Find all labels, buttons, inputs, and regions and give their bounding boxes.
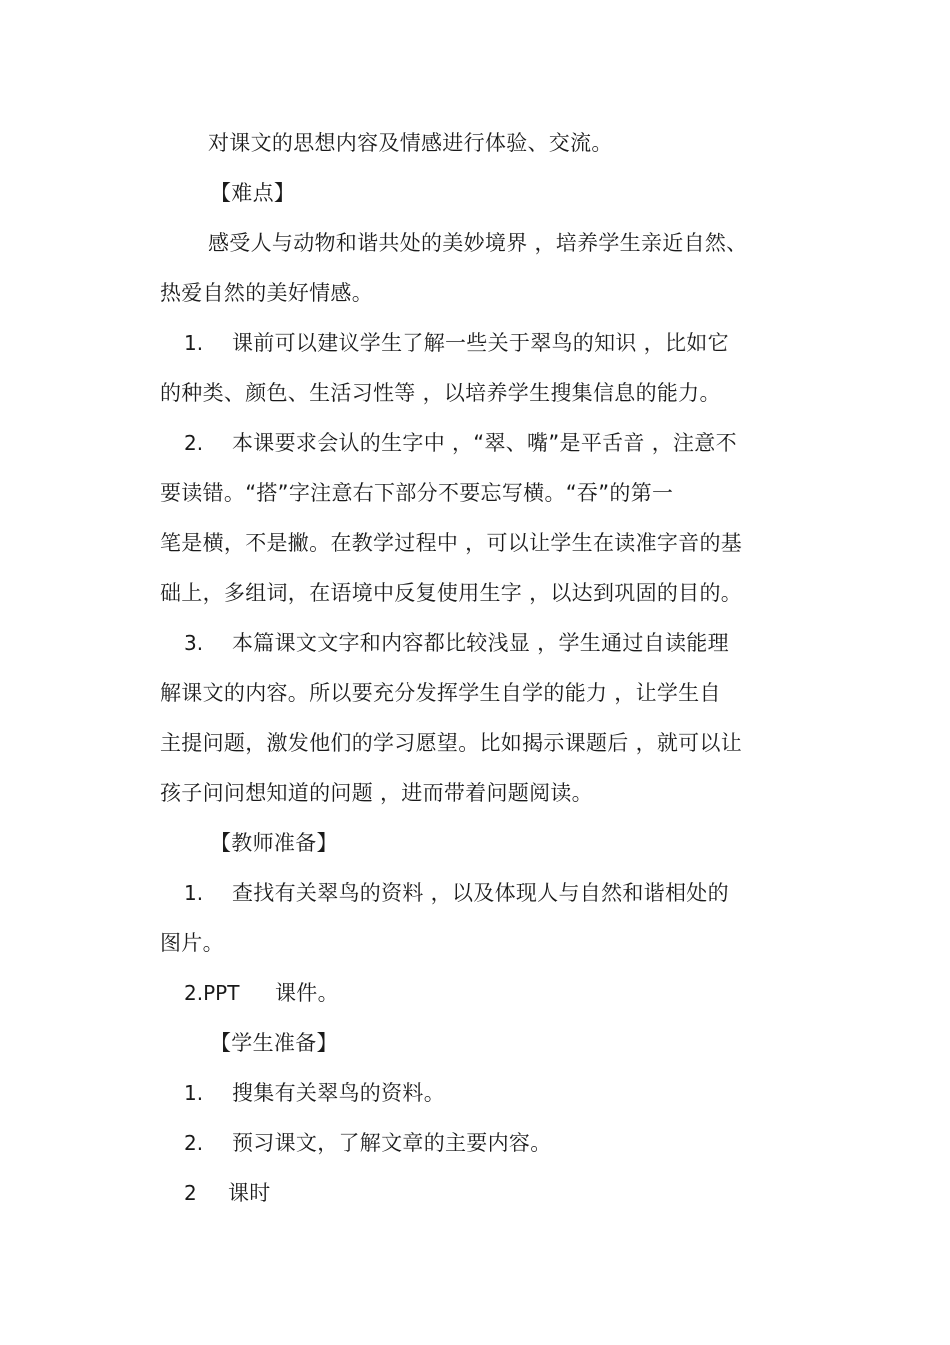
list-number: 1.	[184, 881, 204, 905]
text-line: 感受人与动物和谐共处的美妙境界 ，培养学生亲近自然、	[208, 231, 748, 255]
text-line: 础上，多组词，在语境中反复使用生字 ，以达到巩固的目的。	[160, 581, 743, 605]
text-line: 孩子问问想知道的问题 ，进而带着问题阅读。	[160, 781, 593, 805]
text-line: 解课文的内容。所以要充分发挥学生自学的能力 ，让学生自	[160, 681, 721, 705]
text-line: 查找有关翠鸟的资料 ，以及体现人与自然和谐相处的	[232, 881, 729, 905]
text-line: 预习课文，了解文章的主要内容。	[232, 1131, 552, 1155]
text-line: 图片。	[160, 931, 224, 955]
text-line: 本篇课文文字和内容都比较浅显 ，学生通过自读能理	[232, 631, 729, 655]
list-number: 2.	[184, 1131, 204, 1155]
text-line: 笔是横，不是撇。在教学过程中 ，可以让学生在读准字音的基	[160, 531, 743, 555]
list-number: 2.	[184, 431, 204, 455]
text-line: 主提问题，激发他们的学习愿望。比如揭示课题后 ，就可以让	[160, 731, 743, 755]
list-number: 3.	[184, 631, 204, 655]
text-line: 的种类、颜色、生活习性等 ，以培养学生搜集信息的能力。	[160, 381, 721, 405]
text-line: 课时	[228, 1181, 271, 1205]
section-heading-difficulty: 【难点】	[210, 181, 296, 205]
text-line: 要读错。“搭”字注意右下部分不要忘写横。“吞”的第一	[160, 481, 674, 505]
text-line: 课件。	[275, 981, 339, 1005]
list-number: 2.PPT	[184, 981, 240, 1005]
section-heading-teacher-prep: 【教师准备】	[210, 831, 338, 855]
list-number: 1.	[184, 331, 204, 355]
text-line: 对课文的思想内容及情感进行体验、交流。	[208, 131, 613, 155]
text-line: 课前可以建议学生了解一些关于翠鸟的知识 ，比如它	[232, 331, 729, 355]
list-number: 1.	[184, 1081, 204, 1105]
section-heading-student-prep: 【学生准备】	[210, 1031, 338, 1055]
text-line: 热爱自然的美好情感。	[160, 281, 373, 305]
text-line: 本课要求会认的生字中 ，“翠、嘴”是平舌音 ，注意不	[232, 431, 737, 455]
list-number: 2	[184, 1181, 197, 1205]
text-line: 搜集有关翠鸟的资料。	[232, 1081, 445, 1105]
